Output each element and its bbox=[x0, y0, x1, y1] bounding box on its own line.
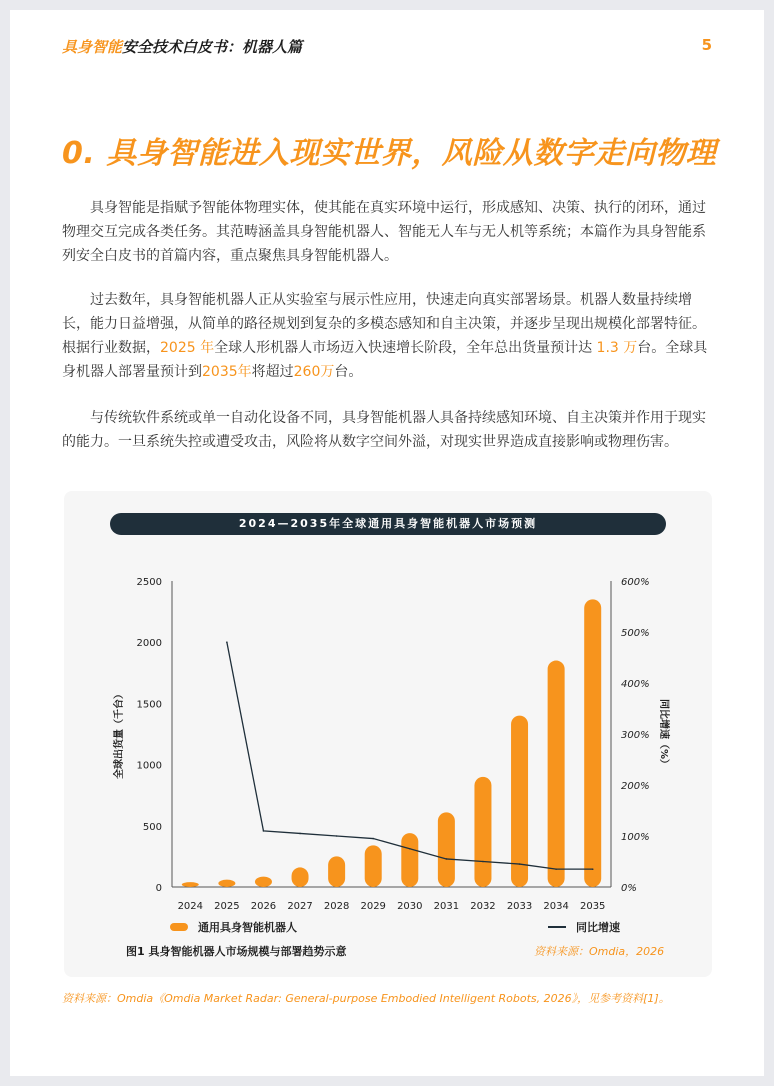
y-tick-left: 2000 bbox=[136, 638, 162, 650]
growth-point bbox=[226, 641, 228, 643]
highlight-2035: 2035年 bbox=[202, 364, 252, 380]
chart-svg bbox=[64, 491, 712, 931]
growth-point bbox=[482, 861, 484, 863]
page-number: 5 bbox=[701, 36, 712, 54]
x-tick-label: 2033 bbox=[506, 901, 533, 912]
y-axis-right-label: 同比增速（%） bbox=[658, 698, 669, 770]
y-tick-right: 500% bbox=[621, 628, 650, 639]
highlight-13k: 1.3 万 bbox=[596, 340, 638, 356]
paragraph-3: 与传统软件系统或单一自动化设备不同，具身智能机器人具备持续感知环境、自主决策并作用于现实的能力。一旦系统失控或遭受攻击，风险将从数字空间外溢，对现实世界造成直接影响或物理伤害。 bbox=[62, 410, 706, 450]
growth-point bbox=[263, 830, 265, 832]
growth-point bbox=[519, 863, 521, 865]
figure-box bbox=[64, 491, 712, 977]
x-tick-label: 2030 bbox=[397, 901, 423, 912]
growth-point bbox=[372, 838, 374, 840]
bar bbox=[401, 833, 418, 887]
x-tick-label: 2031 bbox=[433, 901, 460, 912]
paragraph-2 bbox=[62, 288, 712, 384]
legend-line-entry bbox=[548, 919, 620, 935]
y-tick-right: 300% bbox=[621, 730, 650, 741]
bar bbox=[438, 812, 455, 887]
paragraph-2-text-c: 台。全球具身机器人部署量预计到 bbox=[62, 340, 708, 380]
growth-point bbox=[409, 848, 411, 850]
legend-bar-label: 通用具身智能机器人 bbox=[198, 921, 297, 934]
y-axis-left-label: 全球出货量（千台） bbox=[114, 689, 125, 779]
bar bbox=[548, 661, 565, 887]
bar bbox=[292, 867, 309, 887]
bar bbox=[511, 716, 528, 887]
y-tick-right: 100% bbox=[621, 832, 650, 843]
legend-bar-swatch bbox=[170, 923, 188, 931]
header-title-accent: 具身智能 bbox=[62, 38, 123, 56]
bar bbox=[365, 845, 382, 887]
footnote: 资料来源：Omdia《Omdia Market Radar: General-purpose Embodied Intelligent Robots, 2026》，见参考资料[1]。 bbox=[62, 992, 670, 1005]
paragraph-2-text-b: 全球人形机器人市场迈入快速增长阶段，全年总出货量预计达 bbox=[214, 340, 597, 356]
bar bbox=[182, 882, 199, 887]
bar bbox=[218, 880, 235, 887]
legend-line-label: 同比增速 bbox=[576, 921, 620, 934]
x-tick-label: 2025 bbox=[214, 901, 240, 912]
y-tick-left: 1500 bbox=[136, 699, 162, 711]
growth-point bbox=[592, 868, 594, 870]
paragraph-2-text-d: 将超过 bbox=[251, 364, 294, 380]
x-tick-label: 2032 bbox=[470, 901, 496, 912]
paragraph-1: 具身智能是指赋予智能体物理实体，使其能在真实环境中运行，形成感知、决策、执行的闭环，通过物理交互完成各类任务。其范畴涵盖具身智能机器人、智能无人车与无人机等系统；本篇作为具身智能系列安全白皮书的首篇内容，重点聚焦具身智能机器人。 bbox=[62, 200, 706, 264]
x-tick-label: 2035 bbox=[579, 901, 606, 912]
y-tick-left: 2500 bbox=[136, 577, 162, 588]
header-title-rest: 安全技术白皮书：机器人篇 bbox=[122, 38, 303, 56]
bar bbox=[584, 599, 601, 887]
bar bbox=[255, 877, 272, 887]
x-tick-label: 2026 bbox=[250, 901, 277, 912]
y-tick-left: 500 bbox=[142, 821, 162, 833]
y-tick-right: 400% bbox=[621, 679, 650, 690]
y-tick-left: 0 bbox=[155, 883, 162, 894]
section-title: 0. 具身智能进入现实世界，风险从数字走向物理 bbox=[62, 136, 717, 171]
growth-point bbox=[555, 868, 557, 870]
x-tick-label: 2024 bbox=[177, 901, 204, 912]
chart-title: 2024—2035年全球通用具身智能机器人市场预测 bbox=[110, 513, 666, 535]
legend-line-swatch bbox=[548, 926, 566, 928]
x-tick-label: 2029 bbox=[360, 901, 386, 912]
y-tick-left: 1000 bbox=[136, 760, 162, 772]
bar bbox=[474, 777, 491, 887]
x-tick-label: 2028 bbox=[323, 901, 350, 912]
paragraph-2-text-e: 台。 bbox=[334, 364, 363, 380]
figure-caption: 图1 具身智能机器人市场规模与部署趋势示意 bbox=[126, 945, 347, 958]
growth-point bbox=[446, 858, 448, 860]
x-tick-label: 2034 bbox=[543, 901, 569, 912]
x-tick-label: 2027 bbox=[287, 901, 313, 912]
paragraph-2-text-a: 过去数年，具身智能机器人正从实验室与展示性应用，快速走向真实部署场景。机器人数量持续增长，能力日益增强，从简单的路径规划到复杂的多模态感知和自主决策，并逐步呈现出规模化部署特征。根据行业数据， bbox=[62, 292, 706, 356]
y-tick-right: 200% bbox=[621, 781, 650, 792]
y-tick-right: 0% bbox=[621, 883, 637, 894]
bar bbox=[328, 856, 345, 887]
figure-source: 资料来源：Omdia，2026 bbox=[534, 945, 665, 958]
growth-point bbox=[299, 833, 301, 835]
growth-point bbox=[336, 835, 338, 837]
y-tick-right: 600% bbox=[621, 577, 650, 588]
legend-bar-entry bbox=[170, 919, 297, 935]
highlight-2600k: 260万 bbox=[293, 364, 335, 380]
header-title bbox=[62, 36, 302, 57]
document-page bbox=[10, 10, 764, 1076]
highlight-2025: 2025 年 bbox=[160, 340, 215, 356]
